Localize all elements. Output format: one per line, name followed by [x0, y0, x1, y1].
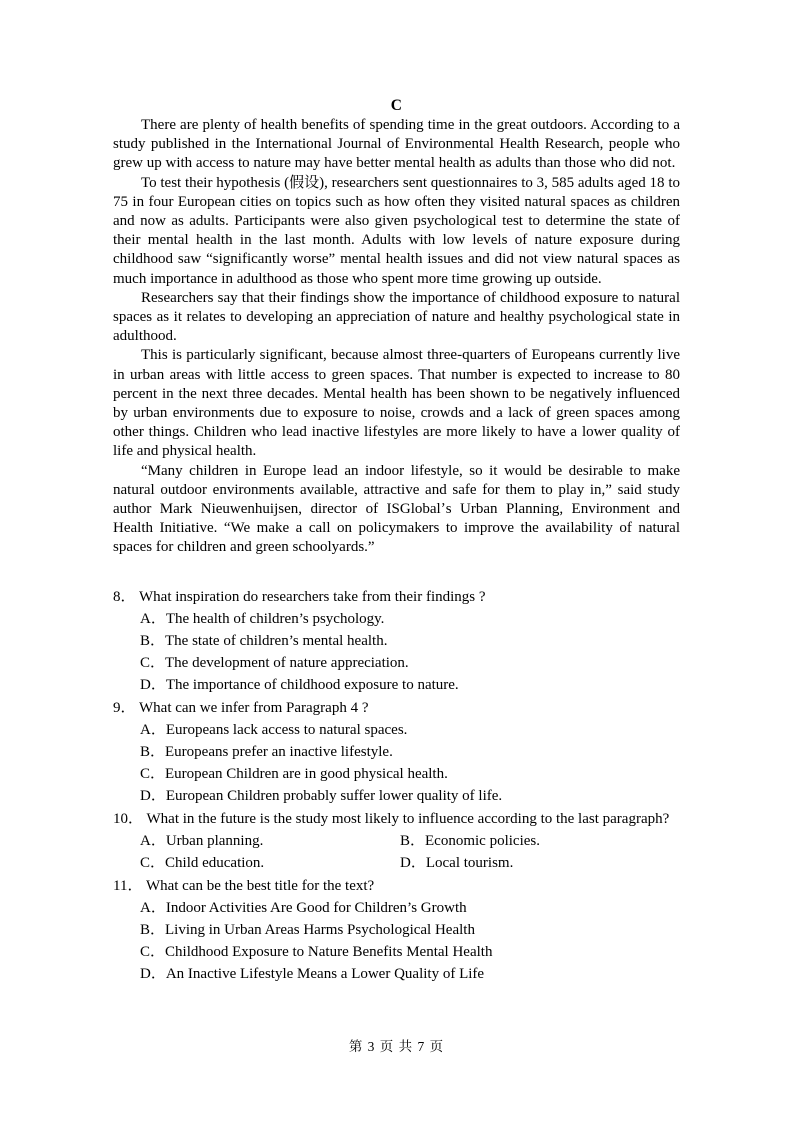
question-number: 8．: [113, 589, 136, 605]
passage-paragraph-1: There are plenty of health benefits of spending time in the great outdoors. According to a study published in the International Journal of Environmental Health Research, people who grew up with access to nature may have better mental health as adults than those who did not.: [113, 117, 680, 172]
question-item: [113, 586, 680, 696]
option-a[interactable]: [113, 608, 680, 630]
option-letter: C．: [140, 766, 166, 782]
page-footer: 第 3 页 共 7 页: [348, 1039, 445, 1054]
question-text: What can we infer from Paragraph 4 ?: [139, 700, 369, 716]
option-c[interactable]: [113, 941, 680, 963]
option-d[interactable]: [113, 674, 680, 696]
passage-paragraph-5: “Many children in Europe lead an indoor lifestyle, so it would be desirable to make natural outdoor environments available, attractive and safe for them to play in,” said study author Mark Nieuwenhuijsen, director of ISGlobalʼs Urban Planning, Environment and Health Initiative. “We make a call on policymakers to improve the availability of natural spaces for children and green schoolyards.”: [113, 462, 680, 556]
option-text: Local tourism.: [425, 855, 514, 871]
option-letter: A．: [140, 611, 166, 627]
question-item: [113, 697, 680, 807]
option-text: European Children probably suffer lower quality of life.: [165, 788, 503, 804]
option-letter: C．: [140, 855, 166, 871]
option-b[interactable]: [113, 741, 680, 763]
option-c[interactable]: [140, 852, 264, 874]
option-text: An Inactive Lifestyle Means a Lower Quality of Life: [165, 966, 485, 982]
option-text: The importance of childhood exposure to nature.: [165, 677, 459, 693]
option-c[interactable]: [113, 763, 680, 785]
option-letter: D．: [140, 966, 166, 982]
question-text: What inspiration do researchers take from their findings ?: [139, 589, 486, 605]
option-text: Europeans prefer an inactive lifestyle.: [165, 744, 393, 760]
option-text: Living in Urban Areas Harms Psychological Health: [165, 922, 475, 938]
option-b[interactable]: [400, 830, 540, 852]
option-letter: B．: [400, 833, 426, 849]
option-text: Childhood Exposure to Nature Benefits Mental Health: [165, 944, 493, 960]
questions-list: [113, 586, 680, 986]
question-stem: [113, 697, 680, 719]
option-text: Economic policies.: [425, 833, 540, 849]
option-letter: A．: [140, 833, 166, 849]
question-stem: [113, 586, 680, 608]
option-text: The health of children’s psychology.: [165, 611, 385, 627]
option-text: The state of children’s mental health.: [165, 633, 388, 649]
option-text: Europeans lack access to natural spaces.: [165, 722, 408, 738]
option-letter: D．: [140, 677, 166, 693]
option-letter: C．: [140, 655, 166, 671]
option-text: Indoor Activities Are Good for Children’s Growth: [165, 900, 467, 916]
option-row: [113, 852, 680, 874]
option-row: [113, 830, 680, 852]
question-item: [113, 808, 680, 874]
option-b[interactable]: [113, 630, 680, 652]
option-letter: B．: [140, 633, 166, 649]
question-stem: [113, 808, 680, 830]
option-a[interactable]: [113, 719, 680, 741]
question-number: 9．: [113, 700, 136, 716]
option-letter: B．: [140, 744, 166, 760]
section-heading: C: [390, 97, 403, 114]
option-text: European Children are in good physical health.: [165, 766, 448, 782]
question-number: 10．: [113, 811, 144, 827]
option-b[interactable]: [113, 919, 680, 941]
option-d[interactable]: [113, 963, 680, 985]
option-letter: D．: [140, 788, 166, 804]
option-c[interactable]: [113, 652, 680, 674]
option-letter: A．: [140, 722, 166, 738]
question-text: What can be the best title for the text?: [145, 878, 375, 894]
option-letter: A．: [140, 900, 166, 916]
option-letter: B．: [140, 922, 166, 938]
option-letter: D．: [400, 855, 426, 871]
option-d[interactable]: [113, 785, 680, 807]
option-letter: C．: [140, 944, 166, 960]
option-text: Child education.: [165, 855, 265, 871]
question-text: What in the future is the study most likely to influence according to the last paragraph?: [146, 811, 670, 827]
option-a[interactable]: [113, 897, 680, 919]
question-item: [113, 875, 680, 985]
passage-paragraph-3: Researchers say that their findings show the importance of childhood exposure to natural spaces as it relates to developing an appreciation of nature and healthy psychological state in adulthood.: [113, 289, 680, 345]
passage-paragraph-2: To test their hypothesis (假设), researchers sent questionnaires to 3, 585 adults aged 18 to 75 in four European cities on topics such as how often they visited natural spaces as children and now as adults. Participants were also given psychological test to determine the state of their mental health in the last month. Adults with low levels of nature exposure during childhood saw “significantly worse” mental health issues and did not view natural spaces as much importance in adulthood as those who spent more time growing up outside.: [113, 174, 680, 287]
question-stem: [113, 875, 680, 897]
option-text: Urban planning.: [165, 833, 264, 849]
passage-body: [113, 96, 680, 558]
passage-paragraph-4: This is particularly significant, because almost three-quarters of Europeans currently live in urban areas with little access to green spaces. That number is expected to increase to 80 percent in the next three decades. Mental health has been shown to be negatively influenced by urban environments due to exposure to noise, crowds and a lack of green spaces among other things. Children who lead inactive lifestyles are more likely to have a lower quality of life and physical health.: [113, 347, 680, 460]
option-a[interactable]: [140, 830, 263, 852]
option-d[interactable]: [400, 852, 513, 874]
question-number: 11．: [113, 878, 143, 894]
option-text: The development of nature appreciation.: [165, 655, 409, 671]
